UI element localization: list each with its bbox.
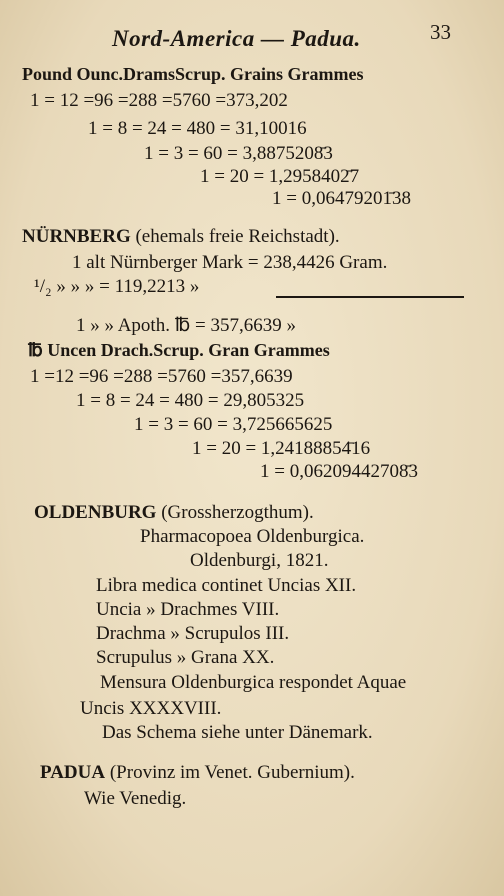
nuernberg-row-5: 1 = 0,06209442708̄3 (260, 461, 418, 482)
page-number: 33 (430, 20, 451, 44)
nuernberg-heading (22, 226, 340, 248)
oldenburg-line-4: Scrupulus » Grana XX. (96, 647, 275, 668)
pound-row-4: 1 = 20 = 1,2958402̄7 (200, 166, 360, 187)
nuernberg-half-mark-line: ¹/₂ » » » = 119,2213 » (34, 276, 200, 297)
nuernberg-mark-line: 1 alt Nürnberger Mark = 238,4426 Gram. (72, 252, 388, 273)
padua-line: Wie Venedig. (84, 788, 187, 809)
padua-subtitle: (Provinz im Venet. Gubernium). (109, 762, 355, 783)
oldenburg-heading (34, 502, 314, 524)
nuernberg-row-4: 1 = 20 = 1,24188854̄16 (192, 438, 371, 459)
oldenburg-line-6: Uncis XXXXVIII. (80, 698, 222, 719)
pound-table-heading: Pound Ounc.DramsScrup. Grains Grammes (22, 64, 364, 84)
nuernberg-table-heading: ℔ Uncen Drach.Scrup. Gran Grammes (28, 340, 330, 360)
nuernberg-row-1: 1 =12 =96 =288 =5760 =357,6639 (30, 366, 293, 387)
oldenburg-line-5: Mensura Oldenburgica respondet Aquae (100, 672, 407, 693)
pound-row-1: 1 = 12 =96 =288 =5760 =373,202 (30, 90, 288, 111)
oldenburg-place-date: Oldenburgi, 1821. (190, 550, 329, 571)
nuernberg-title: NÜRNBERG (22, 226, 131, 247)
pound-row-2: 1 = 8 = 24 = 480 = 31,10016 (88, 118, 307, 139)
oldenburg-line-7: Das Schema siehe unter Dänemark. (102, 722, 373, 743)
padua-title: PADUA (40, 762, 106, 783)
oldenburg-pharmacopoea: Pharmacopoea Oldenburgica. (140, 526, 365, 547)
nuernberg-subtitle: (ehemals freie Reichstadt). (135, 226, 340, 247)
oldenburg-title: OLDENBURG (34, 502, 157, 523)
oldenburg-line-3: Drachma » Scrupulos III. (96, 623, 290, 644)
oldenburg-subtitle: (Grossherzogthum). (161, 502, 314, 523)
pound-row-3: 1 = 3 = 60 = 3,8875208̄3 (144, 143, 333, 164)
padua-heading (40, 762, 355, 784)
nuernberg-row-3: 1 = 3 = 60 = 3,725665625 (134, 414, 333, 435)
nuernberg-apoth-line: 1 » » Apoth. ℔ = 357,6639 » (76, 315, 296, 336)
oldenburg-line-1: Libra medica continet Uncias XII. (96, 575, 357, 596)
nuernberg-row-2: 1 = 8 = 24 = 480 = 29,805325 (76, 390, 305, 411)
underline-rule (276, 296, 464, 298)
pound-row-5: 1 = 0,06479201̄38 (272, 188, 411, 209)
oldenburg-line-2: Uncia » Drachmes VIII. (96, 599, 280, 620)
running-header: Nord-America — Padua. (112, 26, 361, 51)
